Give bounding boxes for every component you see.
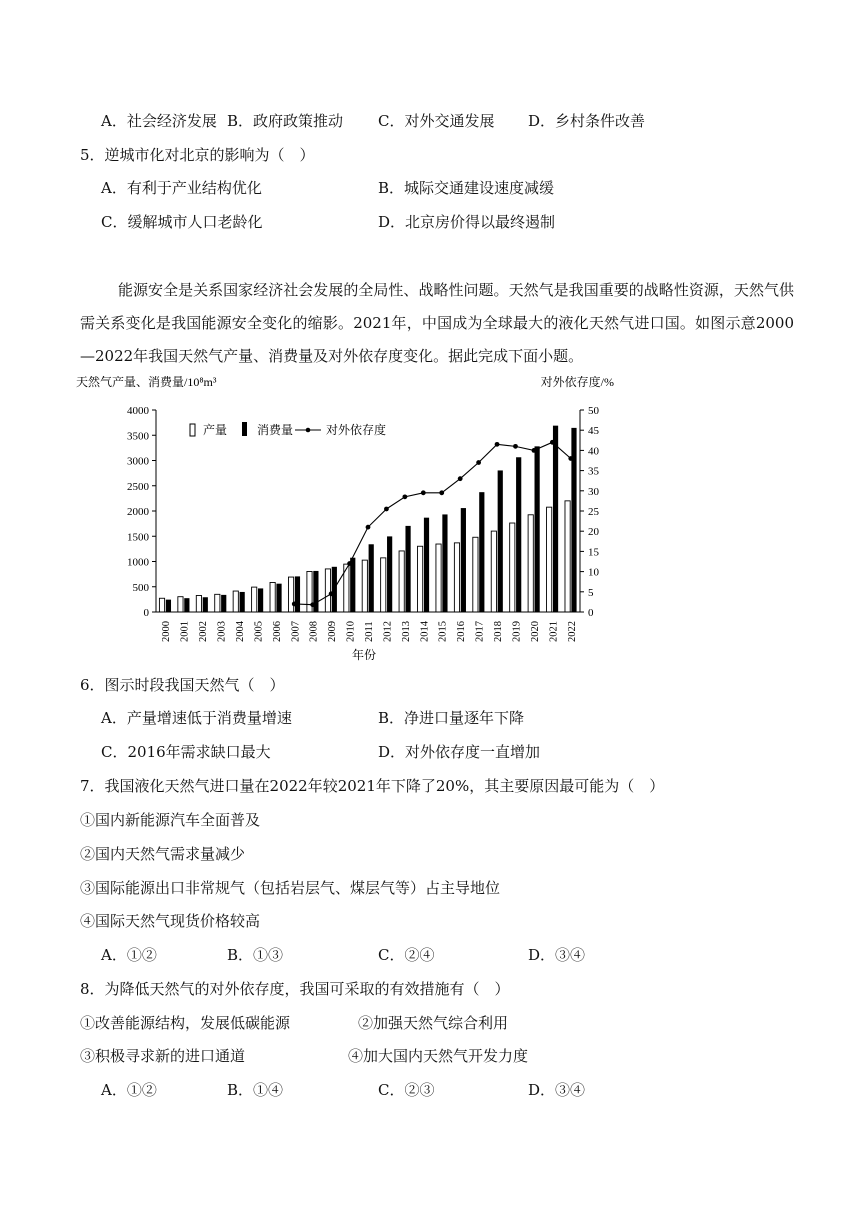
x-tick-label: 2018 bbox=[493, 621, 505, 642]
dependence-point bbox=[384, 507, 389, 512]
consumption-bar bbox=[166, 600, 171, 612]
q8-item-3: ③积极寻求新的进口通道 bbox=[80, 1047, 246, 1065]
q8-item-4: ④加大国内天然气开发力度 bbox=[348, 1047, 529, 1065]
production-bar bbox=[381, 558, 386, 612]
x-tick-label: 2005 bbox=[253, 621, 265, 642]
x-tick-label: 2016 bbox=[456, 621, 468, 642]
production-bar bbox=[491, 531, 496, 612]
x-tick-label: 2022 bbox=[566, 621, 578, 642]
right-tick-label: 40 bbox=[588, 445, 599, 458]
legend-consumption-swatch bbox=[242, 422, 247, 436]
q5-stem: 5．逆城市化对北京的影响为（ ） bbox=[80, 146, 315, 164]
q5-option-a: A．有利于产业结构优化 bbox=[101, 179, 262, 197]
consumption-bar bbox=[387, 536, 392, 612]
q8-option-c: C．②③ bbox=[378, 1081, 435, 1099]
dependence-point bbox=[402, 494, 407, 499]
right-axis-label: 对外依存度/% bbox=[540, 376, 614, 389]
dependence-point bbox=[366, 525, 371, 530]
production-bar bbox=[510, 523, 515, 612]
x-tick-label: 2003 bbox=[216, 621, 228, 642]
dependence-point bbox=[292, 602, 297, 607]
right-tick-label: 50 bbox=[588, 405, 599, 417]
x-tick-label: 2006 bbox=[271, 621, 283, 642]
left-tick-label: 1000 bbox=[127, 556, 149, 569]
right-tick-label: 30 bbox=[588, 485, 599, 498]
right-tick-label: 0 bbox=[588, 607, 594, 619]
q4-option-c: C．对外交通发展 bbox=[378, 112, 495, 130]
right-tick-label: 25 bbox=[588, 506, 599, 518]
dependence-point bbox=[347, 561, 352, 566]
q8-item-2: ②加强天然气综合利用 bbox=[358, 1014, 509, 1032]
left-tick-label: 4000 bbox=[127, 405, 149, 417]
x-tick-label: 2015 bbox=[437, 621, 449, 642]
production-bar bbox=[547, 507, 552, 612]
consumption-bar bbox=[258, 588, 263, 612]
consumption-bar bbox=[461, 508, 466, 612]
q5-option-b: B．城际交通建设速度减缓 bbox=[378, 179, 555, 197]
production-bar bbox=[325, 569, 330, 612]
left-tick-label: 1500 bbox=[127, 531, 149, 544]
consumption-bar bbox=[535, 446, 540, 612]
x-tick-label: 2021 bbox=[548, 621, 560, 642]
right-tick-label: 10 bbox=[588, 566, 599, 579]
consumption-bar bbox=[203, 597, 208, 612]
production-bar bbox=[215, 594, 220, 612]
consumption-bar bbox=[498, 470, 503, 612]
x-tick-label: 2013 bbox=[400, 621, 412, 642]
legend-production-swatch bbox=[190, 424, 195, 436]
q6-option-d: D．对外依存度一直增加 bbox=[378, 743, 541, 761]
dependence-point bbox=[329, 591, 334, 596]
right-tick-label: 20 bbox=[588, 526, 599, 539]
q7-option-c: C．②④ bbox=[378, 946, 435, 964]
consumption-bar bbox=[516, 457, 521, 612]
left-tick-label: 2500 bbox=[127, 480, 149, 493]
production-bar bbox=[270, 582, 275, 612]
q5-option-d: D．北京房价得以最终遏制 bbox=[378, 213, 556, 231]
x-tick-label: 2014 bbox=[419, 621, 431, 642]
q6-option-a: A．产量增速低于消费量增速 bbox=[101, 709, 292, 727]
left-tick-label: 3500 bbox=[127, 430, 149, 443]
production-bar bbox=[233, 591, 238, 612]
right-tick-label: 35 bbox=[588, 465, 599, 478]
right-tick-label: 15 bbox=[588, 546, 599, 559]
q8-stem: 8．为降低天然气的对外依存度，我国可采取的有效措施有（ ） bbox=[80, 980, 510, 998]
consumption-bar bbox=[240, 592, 245, 612]
consumption-bar bbox=[276, 584, 281, 612]
q7-item-3: ③国际能源出口非常规气（包括岩层气、煤层气等）占主导地位 bbox=[80, 879, 501, 897]
x-tick-label: 2000 bbox=[161, 621, 173, 642]
q7-option-d: D．③④ bbox=[528, 946, 586, 964]
q7-stem: 7．我国液化天然气进口量在2022年较2021年下降了20%，其主要原因最可能为（ ） bbox=[80, 777, 665, 795]
x-axis-label: 年份 bbox=[351, 648, 377, 662]
legend-dependence-marker bbox=[306, 428, 311, 433]
x-tick-label: 2011 bbox=[364, 621, 375, 642]
x-tick-label: 2004 bbox=[234, 621, 246, 642]
q7-item-1: ①国内新能源汽车全面普及 bbox=[80, 811, 261, 829]
x-tick-label: 2010 bbox=[345, 621, 357, 642]
left-tick-label: 3000 bbox=[127, 455, 149, 468]
dependence-point bbox=[568, 456, 573, 461]
legend-dependence-label: 对外依存度 bbox=[326, 423, 387, 437]
x-tick-label: 2012 bbox=[382, 621, 394, 642]
production-bar bbox=[565, 501, 570, 612]
production-bar bbox=[473, 537, 478, 612]
dependence-point bbox=[513, 444, 518, 449]
x-tick-label: 2002 bbox=[198, 621, 210, 642]
q6-option-b: B．净进口量逐年下降 bbox=[378, 709, 525, 727]
q7-option-a: A．①② bbox=[101, 946, 157, 964]
x-tick-label: 2001 bbox=[179, 621, 191, 642]
left-axis-label: 天然气产量、消费量/10⁸m³ bbox=[76, 376, 217, 389]
consumption-bar bbox=[369, 544, 374, 612]
q8-option-a: A．①② bbox=[101, 1081, 157, 1099]
production-bar bbox=[418, 546, 423, 612]
consumption-bar bbox=[184, 598, 189, 612]
consumption-bar bbox=[424, 518, 429, 612]
production-bar bbox=[159, 598, 164, 612]
q4-option-a: A．社会经济发展 bbox=[101, 112, 217, 130]
dependence-point bbox=[439, 490, 444, 495]
consumption-bar bbox=[350, 558, 355, 612]
left-tick-label: 500 bbox=[132, 581, 149, 594]
x-tick-label: 2017 bbox=[474, 621, 486, 642]
x-tick-label: 2020 bbox=[529, 621, 541, 642]
dependence-point bbox=[310, 602, 315, 607]
left-tick-label: 0 bbox=[143, 607, 149, 619]
dependence-point bbox=[532, 448, 537, 453]
reading-passage: 能源安全是关系国家经济社会发展的全局性、战略性问题。天然气是我国重要的战略性资源，天然气供需关系变化是我国能源安全变化的缩影。2021年，中国成为全球最大的液化天然气进口国。如图示意2000—2022年我国天然气产量、消费量及对外依存度变化。据此完成下面小题。 bbox=[80, 281, 794, 365]
consumption-bar bbox=[479, 492, 484, 612]
production-bar bbox=[178, 597, 183, 612]
production-bar bbox=[288, 577, 293, 612]
production-bar bbox=[399, 551, 404, 612]
q6-stem: 6．图示时段我国天然气（ ） bbox=[80, 676, 285, 694]
q8-option-b: B．①④ bbox=[227, 1081, 284, 1099]
right-tick-label: 45 bbox=[588, 425, 599, 438]
q7-option-b: B．①③ bbox=[227, 946, 284, 964]
legend-consumption-label: 消费量 bbox=[257, 423, 294, 437]
production-bar bbox=[528, 515, 533, 612]
x-tick-label: 2007 bbox=[290, 621, 302, 642]
q5-option-c: C．缓解城市人口老龄化 bbox=[101, 213, 263, 231]
q8-item-1: ①改善能源结构，发展低碳能源 bbox=[80, 1014, 291, 1032]
dependence-point bbox=[476, 460, 481, 465]
dependence-point bbox=[458, 476, 463, 481]
q6-option-c: C．2016年需求缺口最大 bbox=[101, 743, 271, 761]
production-bar bbox=[196, 595, 201, 612]
q7-item-4: ④国际天然气现货价格较高 bbox=[80, 912, 261, 930]
consumption-bar bbox=[221, 595, 226, 612]
gas-chart bbox=[76, 376, 616, 666]
dependence-point bbox=[495, 442, 500, 447]
q4-option-b: B．政府政策推动 bbox=[227, 112, 344, 130]
dependence-point bbox=[550, 440, 555, 445]
consumption-bar bbox=[571, 428, 576, 612]
q4-option-d: D．乡村条件改善 bbox=[528, 112, 646, 130]
consumption-bar bbox=[295, 576, 300, 612]
x-tick-label: 2019 bbox=[511, 621, 523, 642]
consumption-bar bbox=[553, 426, 558, 612]
production-bar bbox=[436, 544, 441, 612]
legend-production-label: 产量 bbox=[203, 423, 228, 437]
production-bar bbox=[362, 560, 367, 612]
production-bar bbox=[252, 587, 257, 612]
consumption-bar bbox=[405, 526, 410, 612]
consumption-bar bbox=[442, 514, 447, 612]
production-bar bbox=[454, 543, 459, 612]
q7-item-2: ②国内天然气需求量减少 bbox=[80, 845, 246, 863]
right-tick-label: 5 bbox=[588, 586, 594, 599]
left-tick-label: 2000 bbox=[127, 506, 149, 518]
q8-option-d: D．③④ bbox=[528, 1081, 586, 1099]
dependence-point bbox=[421, 490, 426, 495]
x-tick-label: 2009 bbox=[327, 621, 339, 642]
x-tick-label: 2008 bbox=[308, 621, 320, 642]
